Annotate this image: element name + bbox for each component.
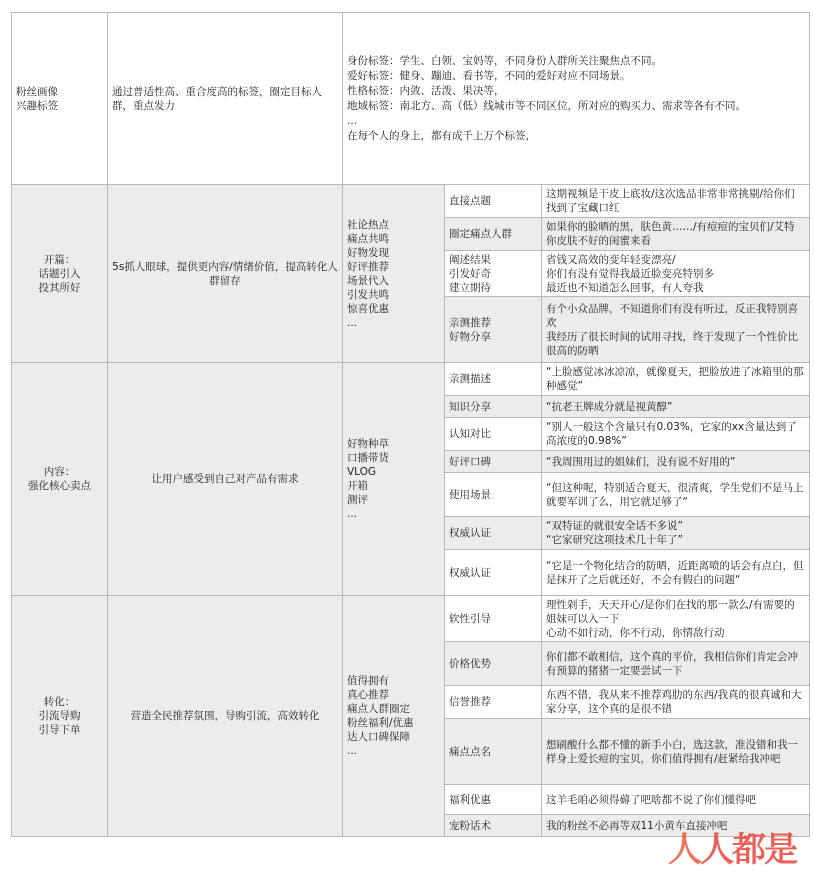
technique-label-cell bbox=[445, 815, 542, 837]
profile-row bbox=[12, 13, 810, 185]
technique-label-cell bbox=[445, 686, 542, 719]
example-script-cell bbox=[542, 297, 810, 363]
example-script: “双特证的就很安全话不多说” “它家研究这项技术几十年了” bbox=[546, 520, 683, 546]
section-desc: 营造全民推荐氛围，导购引流，高效转化 bbox=[130, 710, 320, 722]
example-script-cell bbox=[542, 785, 810, 815]
example-script-cell bbox=[542, 517, 810, 550]
technique-label: 直接点题 bbox=[449, 195, 491, 207]
profile-tags: 身份标签：学生、白领、宝妈等，不同身份人群所关注聚焦点不同。 爱好标签：健身、蹦迪、看书等，不同的爱好对应不同场景。 性格标签：内敛、活泼、果决等， 地域标签：南北方、高（低）线城市等不同区位，所对应的购买力、需求等各有不同。 ... 在每个人的身上，都有成千上万个标签， bbox=[347, 54, 746, 142]
example-script: “它是一个物化结合的防晒，近距离喷的话会有点白，但是抹开了之后就还好，不会有假白的问题“ bbox=[546, 559, 804, 586]
technique-label-cell bbox=[445, 396, 542, 418]
watermark-part1: 人 bbox=[668, 830, 700, 870]
technique-label-cell bbox=[445, 251, 542, 297]
technique-label-cell bbox=[445, 185, 542, 218]
section-methods-cell bbox=[343, 596, 445, 837]
example-script-cell bbox=[542, 596, 810, 642]
table-row bbox=[12, 596, 810, 642]
example-script-cell bbox=[542, 719, 810, 785]
example-script-cell bbox=[542, 550, 810, 596]
technique-label: 宠粉话术 bbox=[449, 819, 491, 832]
profile-desc-cell bbox=[108, 13, 343, 185]
technique-label-cell bbox=[445, 550, 542, 596]
watermark-logo bbox=[668, 822, 796, 871]
profile-title: 粉丝画像 兴趣标签 bbox=[16, 85, 58, 112]
technique-label: 使用场景 bbox=[449, 488, 491, 501]
example-script-cell bbox=[542, 473, 810, 517]
profile-desc: 通过普适性高、重合度高的标签，圈定目标人群，重点发力 bbox=[112, 85, 322, 112]
example-script: “别人一般这个含量只有0.03%，它家的xx含量达到了高浓度的0.98%” bbox=[546, 421, 797, 447]
technique-label: 亲测描述 bbox=[449, 373, 491, 385]
section-name: 内容： 强化核心卖点 bbox=[28, 466, 91, 492]
example-script: “但这种呢，特别适合夏天，很清爽，学生党们不是马上就要军训了么，用它就足够了“ bbox=[546, 481, 804, 508]
example-script: 我的粉丝不必再等双11小黄车直接冲吧 bbox=[546, 819, 728, 832]
section-name: 转化： 引流导购 引导下单 bbox=[38, 696, 81, 736]
section-name: 开篇： 话题引入 投其所好 bbox=[38, 253, 81, 294]
example-script-cell bbox=[542, 418, 810, 451]
example-script: 有个小众品牌，不知道你们有没有听过，反正我特别喜欢 我经历了很长时间的试用寻找，终于发现了一个性价比很高的防晒 bbox=[546, 302, 798, 357]
example-script: 你们都不敢相信，这个真的平价，我相信你们肯定会冲 有预算的猪猪一定要尝试一下 bbox=[546, 650, 798, 677]
technique-label-cell bbox=[445, 363, 542, 396]
section-methods-cell bbox=[343, 185, 445, 363]
technique-label: 亲测推荐 好物分享 bbox=[449, 316, 491, 343]
technique-label: 权威认证 bbox=[449, 566, 491, 579]
section-name-cell bbox=[12, 363, 108, 596]
technique-label-cell bbox=[445, 785, 542, 815]
section-desc-cell bbox=[108, 363, 343, 596]
profile-title-cell bbox=[12, 13, 108, 185]
technique-label: 知识分享 bbox=[449, 400, 491, 413]
section-methods: 值得拥有 真心推荐 痛点人群圈定 粉丝福利/优惠 达人口碑保障 ... bbox=[347, 675, 414, 757]
technique-label: 阐述结果 引发好奇 建立期待 bbox=[449, 253, 491, 294]
technique-label: 圈定痛点人群 bbox=[449, 228, 512, 240]
example-script-cell bbox=[542, 642, 810, 686]
section-methods-cell bbox=[343, 363, 445, 596]
example-script-cell bbox=[542, 251, 810, 297]
example-script: “上脸感觉冰冰凉凉，就像夏天，把脸放进了冰箱里的那种感觉” bbox=[546, 366, 804, 392]
section-name-cell bbox=[12, 185, 108, 363]
example-script: 省钱又高效的变年轻变漂亮/ 你们有没有觉得我最近脸变亮特别多 最近也不知道怎么回事，有人夸我 bbox=[546, 253, 714, 294]
technique-label-cell bbox=[445, 719, 542, 785]
example-script: 这期视频是干皮上底妆/这次选品非常非常挑剔/给你们找到了宝藏口红 bbox=[546, 188, 795, 214]
technique-label: 福利优惠 bbox=[449, 793, 491, 806]
technique-label: 认知对比 bbox=[449, 428, 491, 440]
technique-label: 痛点点名 bbox=[449, 745, 491, 758]
section-desc: 5s抓人眼球，提供更内容/情绪价值，提高转化人群留存 bbox=[112, 260, 338, 287]
section-name-cell bbox=[12, 596, 108, 837]
table-row bbox=[12, 185, 810, 218]
technique-label-cell bbox=[445, 642, 542, 686]
technique-label-cell bbox=[445, 218, 542, 251]
example-script: “抗老王牌成分就是视黄醇” bbox=[546, 400, 673, 413]
technique-label: 价格优势 bbox=[449, 657, 491, 670]
example-script: 东西不错，我从来不推荐鸡肋的东西/我真的很真诚和大家分享，这个真的是很不错 bbox=[546, 689, 802, 715]
technique-label: 好评口碑 bbox=[449, 455, 491, 468]
example-script-cell bbox=[542, 451, 810, 473]
table-row bbox=[12, 363, 810, 396]
technique-label: 权威认证 bbox=[449, 527, 491, 539]
example-script: “我周围用过的姐妹们，没有说不好用的” bbox=[546, 455, 736, 468]
section-desc-cell bbox=[108, 596, 343, 837]
example-script-cell bbox=[542, 363, 810, 396]
example-script-cell bbox=[542, 686, 810, 719]
example-script: 想刷酸什么都不懂的新手小白，选这款，准没错和我一样身上爱长痘的宝贝，你们值得拥有/赶紧给我冲吧 bbox=[546, 738, 798, 765]
technique-label-cell bbox=[445, 596, 542, 642]
technique-label-cell bbox=[445, 517, 542, 550]
example-script-cell bbox=[542, 218, 810, 251]
section-desc-cell bbox=[108, 185, 343, 363]
content-strategy-table bbox=[11, 12, 810, 837]
example-script: 如果你的脸晒的黑，肤色黄……/有痘痘的宝贝们/艾特你皮肤不好的闺蜜来看 bbox=[546, 221, 795, 247]
technique-label-cell bbox=[445, 297, 542, 363]
example-script: 理性剁手，天天开心/是你们在找的那一款么/有需要的姐妹可以入一下 心动不如行动，你不行动，你情敌行动 bbox=[546, 598, 795, 639]
technique-label-cell bbox=[445, 473, 542, 517]
example-script-cell bbox=[542, 396, 810, 418]
technique-label: 信誉推荐 bbox=[449, 696, 491, 708]
technique-label: 软性引导 bbox=[449, 612, 491, 625]
section-desc: 让用户感受到自己对产品有需求 bbox=[151, 473, 299, 485]
profile-tags-cell bbox=[343, 13, 810, 185]
section-methods: 社论热点 痛点共鸣 好物发现 好评推荐 场景代入 引发共鸣 惊喜优惠 ... bbox=[347, 218, 389, 329]
example-script-cell bbox=[542, 185, 810, 218]
watermark-part2: 人都是 bbox=[700, 830, 796, 870]
technique-label-cell bbox=[445, 451, 542, 473]
example-script: 这羊毛咱必须得薅了吧啥都不说了你们懂得吧 bbox=[546, 793, 756, 806]
section-methods: 好物种草 口播带货 VLOG 开箱 测评 ... bbox=[347, 438, 389, 520]
technique-label-cell bbox=[445, 418, 542, 451]
